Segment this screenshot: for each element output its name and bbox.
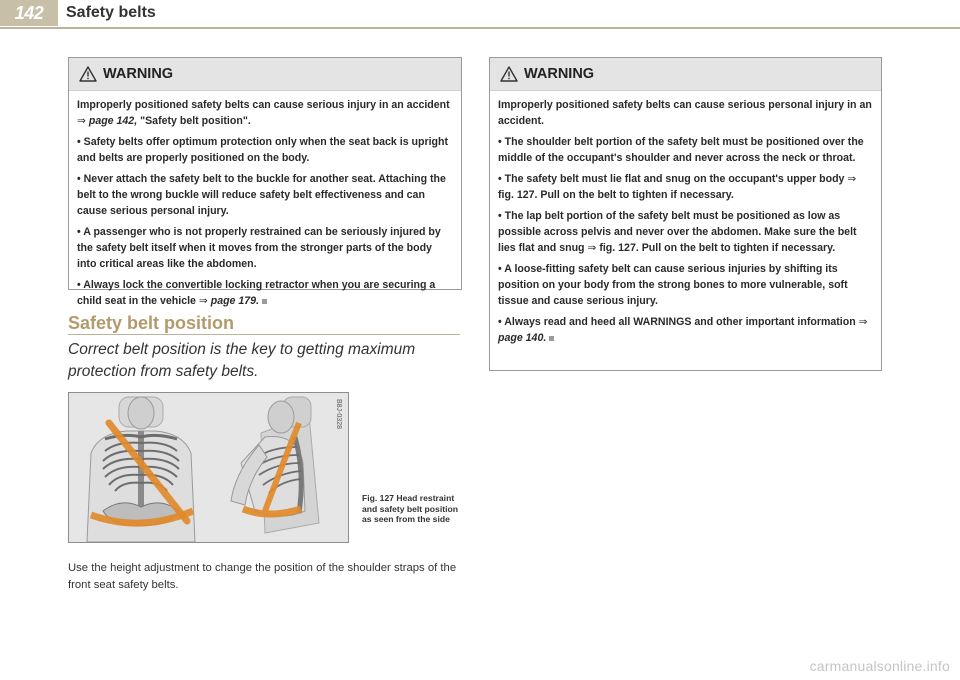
warning-bullet: • Safety belts offer optimum protection only when the seat back is upright and belts are properly positioned on the body. [77,136,449,164]
warning-bullet: • A loose-fitting safety belt can cause serious injuries by shifting its position on your body from the strong bones to more vulnerable, soft tissue and cause serious injury. [498,263,848,307]
warning-bullet: • The safety belt must lie flat and snug on the occupant's upper body ⇒ fig. 127. Pull on the belt to tighten if necessary. [498,173,857,201]
page-header [0,0,960,30]
warning-bullet: • Always read and heed all WARNINGS and other important information ⇒ page 140. [498,316,868,344]
reference-arrow-icon: ⇒ [77,115,86,127]
page-reference-link[interactable]: page 179. [210,295,260,307]
warning-bullet: • The shoulder belt portion of the safety belt must be positioned over the middle of the occupant's shoulder and never across the neck or throat. [498,136,864,164]
reference-arrow-icon: ⇒ [858,316,868,328]
reference-arrow-icon: ⇒ [847,173,857,185]
page-reference-link[interactable]: page 142, [88,115,138,127]
end-mark-icon [262,299,267,304]
warning-box-left [68,57,462,307]
figure-code: B8J-0328 [335,399,342,429]
warning-bullet: • Always lock the convertible locking retractor when you are securing a child seat in the vehicle ⇒ page 179. [77,279,436,307]
warning-bullet: • A passenger who is not properly restrained can be seriously injured by the safety belt itself when it moves from the stronger parts of the body into critical areas like the abdomen. [77,226,441,270]
figure-illustration [68,392,349,543]
warning-bullet: • Never attach the safety belt to the buckle for another seat. Attaching the belt to the wrong buckle will reduce safety belt effectiveness and can cause serious personal injury. [77,173,446,217]
reference-arrow-icon: ⇒ [198,295,208,307]
figure-reference-link[interactable]: fig. 127. [498,189,538,201]
section-rule [68,334,460,335]
warning-header [69,58,461,91]
section-title: Safety belt position [68,313,235,333]
header-rule [0,27,960,29]
belt-position-illustration [69,393,348,542]
watermark: carmanualsonline.info [809,658,950,674]
warning-triangle-icon [500,66,518,82]
section-subtitle: Correct belt position is the key to getting maximum protection from safety belts. [68,341,416,380]
warning-body [69,91,461,315]
end-mark-icon [549,336,554,341]
figure-caption-text: Head restraint and safety belt position as seen from the side [362,493,458,524]
figure-reference-link[interactable]: fig. 127. [599,242,639,254]
warning-body [490,91,881,352]
reference-arrow-icon: ⇒ [587,242,597,254]
warning-paragraph: Improperly positioned safety belts can cause serious injury in an accident ⇒ page 142, "Safety belt position". [77,99,450,127]
warning-box-right [489,57,882,371]
warning-triangle-icon [79,66,97,82]
warning-title: WARNING [103,66,174,82]
warning-header [490,58,881,91]
chapter-title: Safety belts [66,4,156,21]
body-paragraph: Use the height adjustment to change the position of the shoulder straps of the front seat safety belts. [68,562,457,591]
warning-bullet: • The lap belt portion of the safety belt must be positioned as low as possible across pelvis and never over the abdomen. Make sure the belt lies flat and snug ⇒ fig. 127. Pull on the belt to tighten if necessary. [498,210,857,254]
warning-title: WARNING [524,66,595,82]
figure-label: Fig. 127 [362,493,394,503]
warning-paragraph: Improperly positioned safety belts can cause serious personal injury in an accident. [498,99,872,127]
figure-caption [362,493,466,525]
page-number: 142 [0,0,58,26]
page-reference-link[interactable]: page 140. [498,332,547,344]
